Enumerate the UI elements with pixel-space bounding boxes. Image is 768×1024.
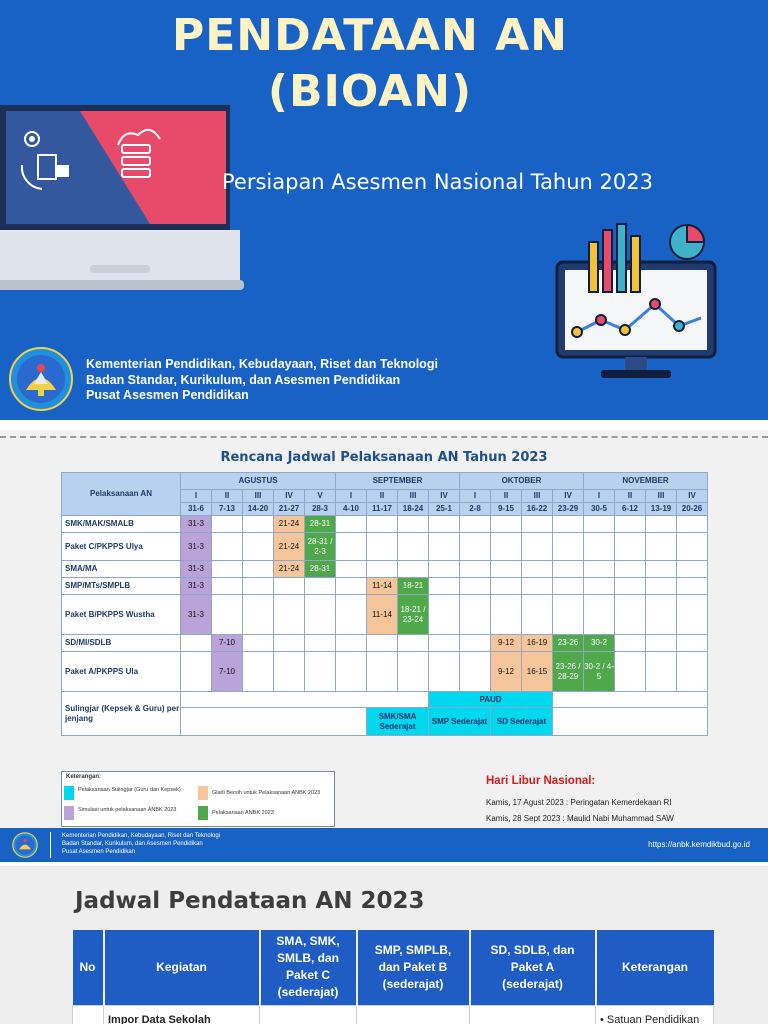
schedule-date-cell: 30-2 / 4-5 [584,652,615,692]
table-cell [470,1005,596,1024]
schedule-cell [460,578,491,595]
week-header: V [305,490,336,503]
footer-institution-line: Kementerian Pendidikan, Kebudayaan, Riset dan Teknologi [62,833,220,839]
holiday-title: Hari Libur Nasional: [486,775,596,787]
date-range-header: 20-26 [677,503,708,516]
schedule-date-cell: 30-2 [584,635,615,652]
row-label: SMA/MA [62,561,181,578]
row-label: SMK/MAK/SMALB [62,516,181,533]
schedule-cell [367,635,398,652]
schedule-cell [584,595,615,635]
header-line: Paket C [285,968,331,983]
week-header: I [336,490,367,503]
schedule-cell [336,533,367,561]
paud-cell: PAUD [429,692,553,708]
holiday-item: Kamis, 17 Agust 2023 : Peringatan Kemerdekaan RI [486,798,672,807]
schedule-cell [491,516,522,533]
date-range-header: 13-19 [646,503,677,516]
month-header: AGUSTUS [181,473,336,490]
schedule-cell [181,652,212,692]
date-range-header: 25-1 [429,503,460,516]
week-header: III [646,490,677,503]
legend-swatch-green [198,806,208,820]
schedule-cell [584,578,615,595]
schedule-cell [491,561,522,578]
schedule-date-cell: 7-10 [212,635,243,652]
schedule-cell [615,516,646,533]
schedule-cell [553,578,584,595]
schedule-cell [646,561,677,578]
schedule-cell [367,561,398,578]
week-header: II [615,490,646,503]
schedule-date-cell: 21-24 [274,533,305,561]
schedule-cell [367,652,398,692]
schedule-cell [677,578,708,595]
week-header: IV [553,490,584,503]
date-range-header: 2-8 [460,503,491,516]
schedule-footer [0,828,768,862]
tut-wuri-handayani-logo [8,346,74,412]
legend-swatch-purple [64,806,74,820]
schedule-cell [181,635,212,652]
schedule-cell [615,533,646,561]
cover-title-line1: PENDATAAN AN [171,10,568,61]
schedule-cell [398,533,429,561]
cover-subtitle: Persiapan Asesmen Nasional Tahun 2023 [222,170,653,194]
schedule-cell [243,533,274,561]
schedule-cell [646,635,677,652]
schedule-date-cell: 18-21 [398,578,429,595]
schedule-cell [336,516,367,533]
schedule-cell [274,595,305,635]
schedule-cell [398,516,429,533]
schedule-cell [212,561,243,578]
activity-cell: Impor Data Sekolah [104,1005,260,1024]
institution-line-ministry: Kementerian Pendidikan, Kebudayaan, Riset dan Teknologi [86,357,438,371]
schedule-date-cell: 28-31 / 2-3 [305,533,336,561]
schedule-cell [398,635,429,652]
schedule-cell [274,578,305,595]
date-range-header: 14-20 [243,503,274,516]
footer-institution [62,832,220,856]
note-text: Satuan Pendidikan [606,1013,700,1024]
legend-item: Gladi Bersih untuk Pelaksanaan ANBK 2023 [212,790,321,796]
schedule-cell [553,533,584,561]
schedule-cell [336,595,367,635]
laptop-illustration [0,105,245,295]
schedule-date-cell: 31-3 [181,595,212,635]
schedule-cell [677,561,708,578]
cover-slide [0,0,768,420]
schedule-cell [429,578,460,595]
schedule-cell [398,561,429,578]
schedule-cell [305,635,336,652]
schedule-cell [181,692,429,708]
legend-item: Pelaksanaan ANBK 2023 [212,810,274,816]
schedule-cell [336,561,367,578]
cover-title-line2: (BIOAN) [267,66,473,117]
legend-title: Keterangan: [66,774,102,780]
schedule-cell [460,652,491,692]
schedule-title: Rencana Jadwal Pelaksanaan AN Tahun 2023 [220,450,548,465]
row-label: SMP/MTs/SMPLB [62,578,181,595]
schedule-cell [615,635,646,652]
schedule-cell [336,578,367,595]
schedule-date-cell: 28-31 [305,561,336,578]
schedule-date-cell: 23-26 [553,635,584,652]
schedule-cell [367,516,398,533]
schedule-cell [615,652,646,692]
schedule-cell [677,652,708,692]
schedule-date-cell: 16-15 [522,652,553,692]
schedule-cell [646,533,677,561]
footer-institution-line: Pusat Asesmen Pendidikan [62,849,136,855]
week-header: IV [429,490,460,503]
schedule-cell [522,595,553,635]
schedule-cell [336,635,367,652]
footer-url[interactable]: https://anbk.kemdikbud.go.id [648,840,750,849]
data-collection-title: Jadwal Pendataan AN 2023 [75,888,425,914]
schedule-cell [460,516,491,533]
schedule-cell [429,561,460,578]
schedule-cell [429,516,460,533]
schedule-date-cell: 31-3 [181,516,212,533]
schedule-cell [553,561,584,578]
holiday-item: Kamis, 28 Sept 2023 : Maulid Nabi Muhammad SAW [486,814,674,823]
schedule-cell [491,578,522,595]
legend-swatch-cyan [64,786,74,800]
schedule-cell [367,533,398,561]
schedule-cell [553,692,708,708]
schedule-cell [212,533,243,561]
schedule-cell [243,561,274,578]
week-header: II [491,490,522,503]
header-line: (sederajat) [382,976,444,991]
sd-cell: SD Sederajat [491,708,553,736]
cover-title [0,8,740,120]
date-range-header: 31-6 [181,503,212,516]
corner-header: Pelaksanaan AN [62,473,181,516]
schedule-cell [212,595,243,635]
legend-swatch-orange [198,786,208,800]
schedule-cell [429,635,460,652]
week-header: II [212,490,243,503]
schedule-cell [615,578,646,595]
smp-cell: SMP Sederajat [429,708,491,736]
schedule-cell [522,516,553,533]
date-range-header: 16-22 [522,503,553,516]
schedule-date-cell: 16-19 [522,635,553,652]
schedule-cell [460,561,491,578]
schedule-date-cell: 31-3 [181,578,212,595]
header-line: SD, SDLB, dan [490,942,575,957]
schedule-cell [460,635,491,652]
institution-line-agency: Badan Standar, Kurikulum, dan Asesmen Pendidikan [86,372,401,387]
month-header: OKTOBER [460,473,584,490]
schedule-date-cell: 11-14 [367,578,398,595]
schedule-date-cell: 11-14 [367,595,398,635]
schedule-cell [584,516,615,533]
date-range-header: 21-27 [274,503,305,516]
schedule-cell [429,533,460,561]
footer-separator [50,832,51,858]
week-header: I [584,490,615,503]
schedule-cell [336,652,367,692]
row-label: Paket A/PKPPS Ula [62,652,181,692]
schedule-date-cell: 21-24 [274,516,305,533]
week-header: IV [677,490,708,503]
date-range-header: 30-5 [584,503,615,516]
smk-sma-cell: SMK/SMA Sederajat [367,708,429,736]
month-header: SEPTEMBER [336,473,460,490]
schedule-cell [615,561,646,578]
week-header: III [243,490,274,503]
header-line: SMP, SMPLB, [374,942,452,957]
schedule-date-cell: 18-21 / 23-24 [398,595,429,635]
schedule-cell [553,708,708,736]
data-collection-slide [0,866,768,1024]
row-label: SD/MI/SDLB [62,635,181,652]
schedule-cell [677,533,708,561]
date-range-header: 7-13 [212,503,243,516]
table-cell [73,1005,104,1024]
sulingjar-label: Sulingjar (Kepsek & Guru) per jenjang [62,692,181,736]
schedule-cell [429,595,460,635]
schedule-cell [398,652,429,692]
schedule-cell [677,635,708,652]
institution-line-center: Pusat Asesmen Pendidikan [86,388,249,402]
schedule-cell [553,595,584,635]
header-no: No [73,930,104,1005]
slide-divider [0,436,768,438]
week-header: I [181,490,212,503]
date-range-header: 4-10 [336,503,367,516]
legend-item: Pelaksanaan Sulingjar (Guru dan Kepsek) [78,787,181,793]
schedule-date-cell: 23-26 / 28-29 [553,652,584,692]
schedule-cell [553,516,584,533]
schedule-cell [212,578,243,595]
month-header: NOVEMBER [584,473,708,490]
schedule-table [61,472,708,736]
schedule-date-cell: 31-3 [181,533,212,561]
schedule-cell [460,595,491,635]
schedule-cell [677,595,708,635]
date-range-header: 23-29 [553,503,584,516]
row-label: Paket B/PKPPS Wustha [62,595,181,635]
schedule-cell [212,516,243,533]
legend-box [61,771,335,827]
schedule-date-cell: 21-24 [274,561,305,578]
schedule-date-cell: 9-12 [491,652,522,692]
schedule-cell [305,652,336,692]
schedule-cell [584,561,615,578]
schedule-cell [584,533,615,561]
schedule-date-cell: 31-3 [181,561,212,578]
schedule-cell [522,533,553,561]
week-header: II [367,490,398,503]
tut-wuri-handayani-logo [12,832,38,858]
schedule-cell [677,516,708,533]
note-cell: • Satuan Pendidikan [596,1005,714,1024]
date-range-header: 18-24 [398,503,429,516]
header-sd [470,930,596,1005]
header-line: (sederajat) [502,976,563,991]
schedule-cell [522,561,553,578]
header-smp [357,930,470,1005]
week-header: III [398,490,429,503]
schedule-date-cell: 7-10 [212,652,243,692]
header-keterangan: Keterangan [596,930,714,1005]
data-collection-table [72,930,714,1024]
schedule-date-cell: 9-12 [491,635,522,652]
table-cell [260,1005,357,1024]
schedule-cell [646,516,677,533]
schedule-cell [243,635,274,652]
schedule-cell [243,652,274,692]
national-holidays [486,775,674,827]
header-line: dan Paket B [378,959,448,974]
header-line: SMLB, dan [277,951,339,966]
schedule-cell [305,595,336,635]
date-range-header: 11-17 [367,503,398,516]
schedule-cell [305,578,336,595]
date-range-header: 6-12 [615,503,646,516]
schedule-cell [274,652,305,692]
schedule-cell [460,533,491,561]
header-sma [260,930,357,1005]
row-label: Paket C/PKPPS Ulya [62,533,181,561]
table-cell [357,1005,470,1024]
footer-institution-line: Badan Standar, Kurikulum, dan Asesmen Pendidikan [62,841,203,847]
schedule-cell [243,578,274,595]
date-range-header: 9-15 [491,503,522,516]
schedule-cell [181,708,367,736]
schedule-cell [522,578,553,595]
schedule-cell [491,533,522,561]
header-kegiatan: Kegiatan [104,930,260,1005]
schedule-cell [615,595,646,635]
schedule-cell [646,578,677,595]
cover-institution [86,357,438,404]
header-line: Paket A [510,959,555,974]
schedule-cell [243,595,274,635]
week-header: IV [274,490,305,503]
week-header: I [460,490,491,503]
schedule-cell [274,635,305,652]
header-line: (sederajat) [277,985,339,1000]
schedule-slide [0,430,768,862]
schedule-cell [646,652,677,692]
header-line: SMA, SMK, [276,934,340,949]
schedule-date-cell: 28-31 [305,516,336,533]
schedule-cell [491,595,522,635]
monitor-chart-illustration [555,222,725,384]
legend-item: Simulasi untuk pelaksanaan ANBK 2023 [78,807,177,813]
schedule-cell [646,595,677,635]
schedule-cell [243,516,274,533]
week-header: III [522,490,553,503]
schedule-cell [429,652,460,692]
date-range-header: 28-3 [305,503,336,516]
